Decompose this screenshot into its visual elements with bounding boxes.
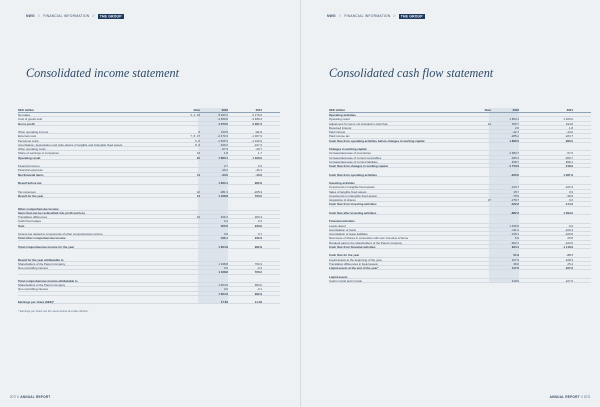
row-label: External costs [18,134,37,139]
row-value-2022: -285.4 [510,134,519,139]
row-value-2021: 25.8 [567,236,573,241]
row-value-2021: -369.7 [564,155,573,160]
row-label: Sales of tangible fixed assets [329,189,367,194]
row-label: Cash flow after investing activities [329,210,377,215]
row-label: Personnel costs [18,138,39,143]
row-value-2021: -43.0 [255,172,262,177]
page-number: 073 [584,395,590,399]
row-label: Investing activities [329,181,355,185]
row-label: Earnings per share (SEK)* [18,300,54,304]
row-label: Liquid assets [329,274,348,279]
row-label: Cash flow for the year [329,253,360,258]
row-value-2021: -0.1 [257,287,262,292]
row-label: Cash flow from operating activities before changes in working capital [329,138,425,143]
row-label: Result for the year attributable to [18,257,64,262]
row-value-2022: -4 569.8 [217,117,228,122]
row-value-2021: 1.7 [257,151,262,156]
row-value-2021: 658.1 [565,159,573,164]
row-value-2022: -123.7 [510,185,519,190]
row-label: Shareholders of the Parent company [18,283,66,287]
cash-flow-page [300,0,600,407]
row-value-2021: -102.3 [564,185,573,190]
row-value-2022: -1 743.3 [508,164,519,168]
row-note: 5, 6 [195,138,200,143]
row-note: 10 [196,155,200,160]
row-value-2022: 417.6 [511,266,519,270]
row-note: 14 [196,193,200,198]
section-label: FINANCIAL INFORMATION [43,14,90,18]
row-label: Paid interest [329,130,346,134]
row-value-2021: 0.4 [257,219,262,224]
row-value-2021: 2 287.3 [252,121,262,126]
section-label: FINANCIAL INFORMATION [344,14,391,18]
page-number: 072 [10,395,16,399]
row-value-2021: 962.9 [254,181,262,185]
brand-label: NWG [327,14,336,18]
row-value-2022: -138.1 [510,232,519,236]
row-value-2021: -3 489.4 [251,117,262,122]
row-value-2022: 51.9 [513,253,519,258]
row-value-2022: 0.4 [223,219,228,224]
row-value-2021: 1 287.9 [563,172,573,177]
row-value-2021: -38.8 [566,193,573,198]
row-label: Tax expenses [18,189,36,194]
row-value-2021: 228.3 [565,257,573,262]
row-note: 7, 8, 17 [190,134,200,139]
row-value-2022: 1 604.9 [218,291,228,296]
row-value-2021: 111.8 [255,130,262,134]
row-value-2021: 200.3 [254,215,262,219]
row-label: Income tax related to components of other comprehensive income [18,232,103,236]
row-value-2021: -220.9 [564,240,573,245]
row-value-2022: -882.2 [510,210,519,215]
page-header: NWG // FINANCIAL INFORMATION // THE GROUP [327,14,423,18]
row-label: Cash flow from operating activities [329,172,378,177]
row-value-2022: 0.6 [223,232,228,236]
row-value-2021: 995.0 [565,138,573,143]
row-value-2021: -25.7 [566,253,573,258]
row-value-2022: 359.7 [511,121,519,126]
row-value-2022: 15.7 [513,189,519,194]
column-header-note: Note [484,108,491,112]
row-label: Changes in working capital [329,147,367,151]
row-label: Received interest [329,125,352,130]
row-value-2021: 3.3 [257,164,262,168]
row-value-2022: -278.7 [510,198,519,202]
row-value-2021: -44.0 [566,130,573,134]
row-label: Total comprehensive income for the year [18,244,75,249]
row-value-2022: -33.0 [221,172,228,177]
row-label: Total other comprehensive income [18,236,66,241]
row-value-2021: -1 118.9 [562,244,573,249]
row-value-2022: -302.1 [510,240,519,245]
row-value-2022: 1 830.1 [218,181,228,185]
row-value-2021: 760.0 [254,193,262,198]
row-label: Financial activities [329,219,355,224]
row-value-2022: 1 863.1 [509,117,519,122]
row-value-2021: 194.8 [565,121,573,126]
row-note: 12 [196,189,200,194]
column-header-2022: 2022 [221,108,228,112]
row-value-2021: 11.46 [254,300,262,304]
row-label: Non-controlling interest [18,266,48,270]
row-value-2022: 419.6 [511,278,519,283]
row-value-2021: 1 029.0 [252,155,262,160]
section-chip: THE GROUP [400,14,423,18]
footnote: * Earnings per share are the same before and after dilution. [18,310,89,313]
row-note: 11 [196,172,200,177]
table-row [18,300,280,304]
row-value-2022: -67.4 [221,147,228,151]
row-value-2021: 993.0 [254,283,262,287]
row-label: Result before tax [18,181,42,185]
row-value-2022: 0.0 [223,266,228,270]
row-value-2021: 0.0 [568,198,573,202]
row-value-2021: -1 367.9 [251,134,262,139]
folio-label: ANNUAL REPORT [20,395,51,399]
row-value-2022: 408.7 [511,159,519,164]
row-value-2021: -0.3 [257,266,262,270]
row-label: Net sales [18,113,31,117]
row-value-2022: 4 373.5 [218,121,228,126]
row-value-2021: -205.9 [253,189,262,194]
row-value-2021: 218.6 [565,164,573,168]
row-value-2022: -2 470.3 [217,134,228,139]
column-header-2021: 2021 [566,108,573,112]
row-label: Translation differences in liquid assets [329,261,378,266]
row-value-2022: 1.8 [223,151,228,156]
row-value-2021: 0.0 [568,223,573,228]
row-value-2021: 1 093.2 [563,210,573,215]
row-note: 24 [487,121,491,126]
row-value-2021: -29.7 [255,147,262,151]
row-value-2021: 25.4 [567,261,573,266]
row-label: Net financial items [18,172,44,177]
row-value-2022: -320.0 [510,172,519,177]
row-value-2022: 1 895.5 [509,138,519,143]
row-label: Cash flow from investing activities [329,202,377,207]
row-value-2022: 1 168.8 [218,261,228,266]
row-note: 27 [487,198,491,202]
row-label: Investments in tangible fixed assets [329,185,375,190]
row-value-2022: 1 604.9 [218,244,228,249]
row-note: 8, 9 [195,142,200,147]
row-value-2022: -186.4 [510,155,519,160]
row-value-2021: -103.3 [564,227,573,232]
row-value-2022: 5.9 [514,236,519,241]
row-value-2022: -36.2 [221,168,228,173]
column-header-label: SEK million [329,108,346,112]
row-value-2022: -422.2 [510,202,519,207]
row-value-2021: -1 016.9 [251,138,262,143]
row-label: Translation differences [18,215,48,219]
row-value-2022: -349.2 [219,142,228,147]
row-value-2022: 8 943.4 [218,113,228,117]
row-value-2022: -75.5 [512,193,519,198]
column-header-label: SEK million [18,108,35,112]
row-label: Result for the year [18,193,44,198]
row-value-2022: -381.3 [219,189,228,194]
row-value-2022: 17.62 [220,300,228,304]
row-label: Cash in hand and in bank [329,278,362,283]
row-label: Increase/decrease of inventories [329,151,371,156]
row-value-2021: 0.9 [568,189,573,194]
row-label: Non-controlling interest [18,287,48,292]
income-statement-table [18,108,280,304]
row-value-2021: 0.7 [257,232,262,236]
row-label: Financial income [18,164,40,168]
row-value-2021: 760.0 [254,270,262,275]
row-label: Amortisation, depreciation and write-downs of tangible and intangible fixed assets [18,142,123,147]
row-label: Cash flow from changes in working capital [329,164,388,168]
row-value-2021: -184.7 [564,134,573,139]
row-value-2021: 1.8 [568,125,573,130]
row-value-2021: 227.9 [565,266,573,270]
row-label: Investments in intangible fixed assets [329,193,377,198]
row-value-2022: 426.1 [220,236,228,241]
row-value-2022: 1 168.8 [218,270,228,275]
row-label: Liquid assets at the end of the year* [329,266,379,270]
row-value-2022: 406.2 [220,215,228,219]
row-value-2022: 1 168.8 [218,193,228,198]
row-label: Cash flow hedges [18,219,41,224]
row-value-2022: -111.2 [511,227,519,232]
row-label: Operating result [329,117,350,122]
row-label: Amortisation of lease liabilities [329,232,368,236]
row-value-2021: -114.0 [564,202,573,207]
row-value-2022: 2.6 [514,125,519,130]
folio-label: ANNUAL REPORT [549,395,580,399]
row-value-2022: 39.6 [513,261,519,266]
brand-label: NWG [26,14,35,18]
row-label: Loans raised [329,223,346,228]
row-label: Paid income tax [329,134,350,139]
row-note: 16 [196,215,200,219]
row-value-2021: -227.3 [253,142,262,147]
row-label: Liquid assets at the beginning of the year [329,257,382,262]
row-value-2021: -57.6 [566,151,573,156]
table-row [329,279,591,283]
row-value-2021: -105.8 [564,232,573,236]
row-value-2021: 232.9 [254,236,262,241]
row-value-2022: -42.7 [512,130,519,134]
row-value-2022: -1 983.7 [508,151,519,156]
row-label: Items that can be reclassified into profit and loss [18,210,86,215]
row-label: Operating result [18,155,41,160]
row-value-2021: 6 176.6 [252,113,262,117]
row-value-2022: 1 863.1 [218,155,228,160]
column-header-2022: 2022 [512,108,519,112]
row-value-2021: 227.9 [565,278,573,283]
row-label: Cash flow from financial activities [329,244,376,249]
row-label: New issue of shares in connection with own incentive scheme [329,236,409,241]
page-title: Consolidated cash flow statement [329,66,494,80]
row-label: Share of earnings of companies [18,151,59,156]
row-value-2022: 1 469.6 [509,223,519,228]
row-value-2022: 2.7 [223,164,228,168]
row-label: Other operating income [18,130,49,134]
row-note: 3, 4, 15 [190,113,200,117]
row-value-2021: 230.6 [254,223,262,228]
row-value-2021: 992.9 [254,291,262,296]
row-label: Financial expenses [18,168,43,173]
row-value-2021: 1 029.0 [563,117,573,122]
row-label: Amortisation of loans [329,227,356,232]
row-label: Increase/decrease of current receivables [329,155,382,160]
cash-flow-table [329,108,591,283]
row-label: Other operating costs [18,147,46,151]
row-value-2021: 760.3 [254,261,262,266]
column-header-2021: 2021 [255,108,262,112]
row-label: Operating activities [329,113,356,117]
row-label: Dividend paid to the shareholders of the Parent company [329,240,402,245]
row-label: Cost of goods sold [18,117,42,122]
row-value-2021: -46.3 [255,168,262,173]
row-value-2021: 992.9 [254,244,262,249]
row-value-2022: 405.6 [220,223,228,228]
row-value-2022: 924.1 [511,244,519,249]
row-label: Other comprehensive income [18,206,59,211]
page-title: Consolidated income statement [26,66,179,80]
column-header-note: Note [193,108,200,112]
row-label: Total comprehensive income attributable to [18,278,78,283]
row-label: Acquisition of shares [329,198,356,202]
page-folio: 072 // ANNUAL REPORT [10,395,51,399]
row-label: Adjustment for items not included in cash flow [329,121,388,126]
row-label: Shareholders of the Parent company [18,261,66,266]
row-value-2022: 130.9 [220,130,228,134]
row-value-2022: 0.0 [223,287,228,292]
row-value-2022: -1 525.3 [217,138,228,143]
row-value-2022: 227.9 [511,257,519,262]
row-note: 6 [198,130,200,134]
row-label: Sum [18,223,25,228]
row-label: Gross profit [18,121,35,126]
row-label: Increase/decrease of current liabilities [329,159,378,164]
row-note: 13 [196,151,200,156]
page-folio: ANNUAL REPORT // 073 [549,395,590,399]
row-value-2022: 1 604.9 [218,283,228,287]
page-header: NWG // FINANCIAL INFORMATION // THE GROUP [26,14,122,18]
section-chip: THE GROUP [99,14,122,18]
